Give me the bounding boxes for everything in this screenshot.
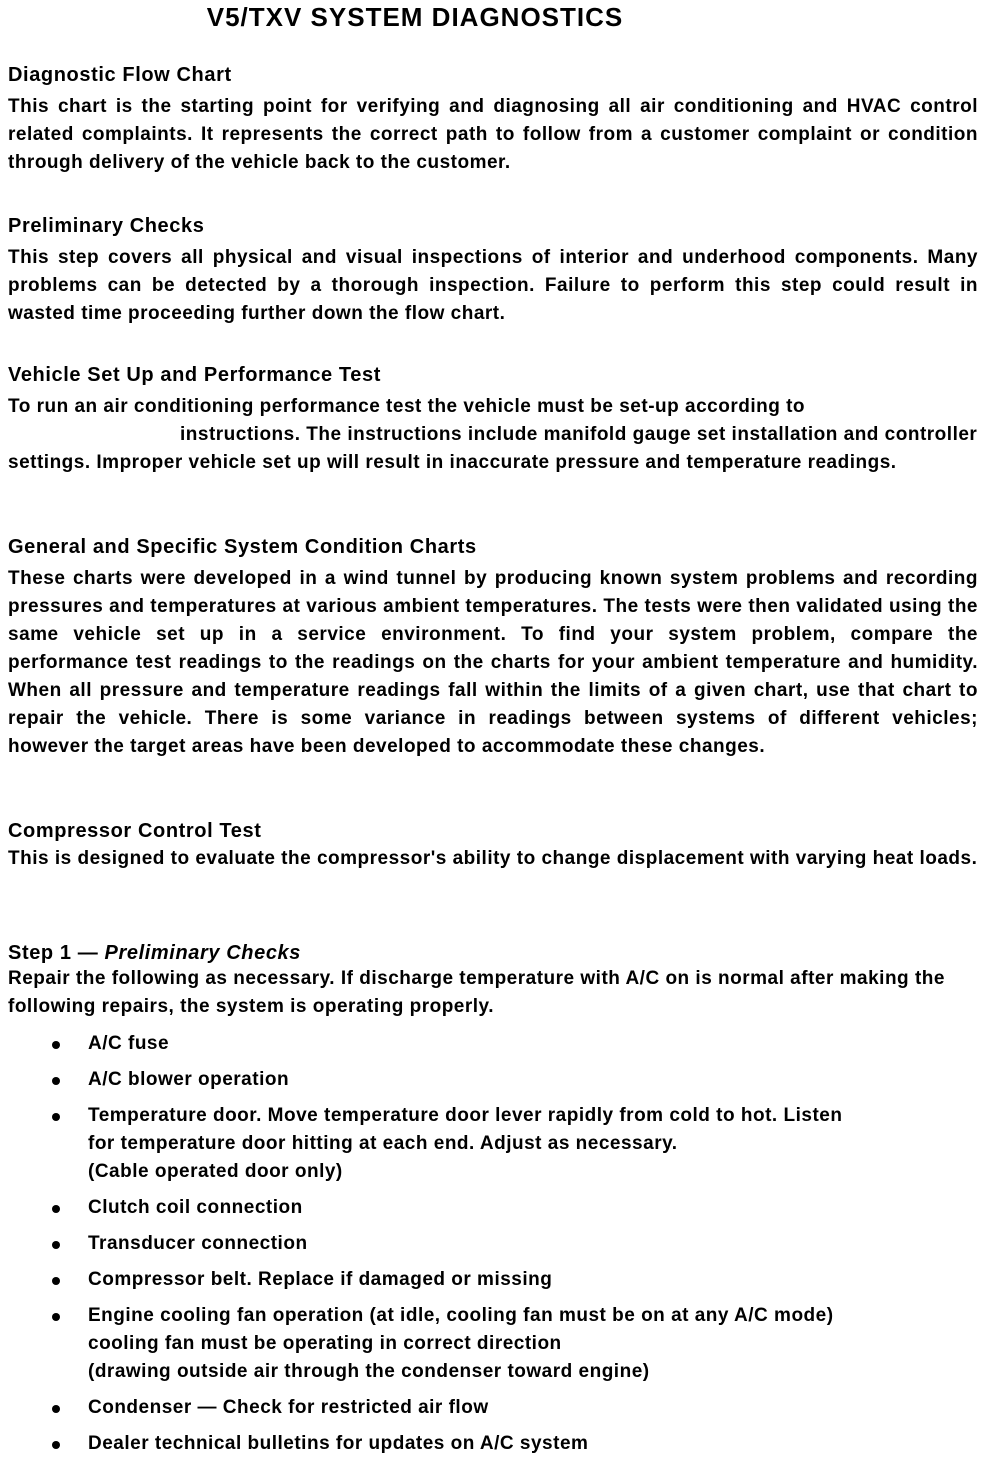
list-item xyxy=(52,1266,982,1294)
step-label-italic: Preliminary Checks xyxy=(104,942,302,964)
list-item-text: (drawing outside air through the condenser toward engine) xyxy=(88,1361,650,1382)
section-condition-charts xyxy=(8,536,978,761)
list-item xyxy=(52,1230,982,1258)
list-item-text: Temperature door. Move temperature door lever rapidly from cold to hot. Listen xyxy=(88,1105,843,1126)
section-vehicle-setup xyxy=(8,364,978,477)
bullet-icon xyxy=(52,1041,60,1049)
list-item xyxy=(52,1394,982,1422)
bullet-icon xyxy=(52,1241,60,1249)
list-item-text: Engine cooling fan operation (at idle, cooling fan must be on at any A/C mode) xyxy=(88,1305,834,1326)
list-item xyxy=(52,1194,982,1222)
section-body: This chart is the starting point for verifying and diagnosing all air conditioning and HVAC control related complaints. It represents the correct path to follow from a customer complaint or condition through delivery of the vehicle back to the customer. xyxy=(8,96,978,173)
list-item xyxy=(52,1102,982,1186)
step-body: Repair the following as necessary. If discharge temperature with A/C on is normal after making the following repairs, the system is operating properly. xyxy=(8,968,945,1017)
section-heading: General and Specific System Condition Charts xyxy=(8,536,477,558)
step-label: Step 1 — xyxy=(8,942,105,964)
list-item-text: Condenser — Check for restricted air flow xyxy=(88,1397,489,1418)
section-body-rest: instructions. The instructions include manifold gauge set installation and controller settings. Improper vehicle set up will result in inaccurate pressure and temperature readings. xyxy=(8,424,978,473)
list-item-text: for temperature door hitting at each end. Adjust as necessary. xyxy=(88,1133,678,1154)
list-item-text: A/C blower operation xyxy=(88,1069,290,1090)
list-item-text: Clutch coil connection xyxy=(88,1197,303,1218)
list-item-text: Dealer technical bulletins for updates on A/C system xyxy=(88,1433,589,1454)
section-heading: Diagnostic Flow Chart xyxy=(8,64,232,86)
section-heading: Vehicle Set Up and Performance Test xyxy=(8,364,381,386)
list-item-text: (Cable operated door only) xyxy=(88,1161,343,1182)
step-heading xyxy=(8,942,978,965)
section-preliminary-checks xyxy=(8,215,978,328)
list-item xyxy=(52,1430,982,1458)
section-compressor-control-test xyxy=(8,820,978,873)
section-heading: Compressor Control Test xyxy=(8,820,262,842)
bullet-icon xyxy=(52,1313,60,1321)
section-body-first: To run an air conditioning performance test the vehicle must be set-up according to xyxy=(8,396,806,417)
list-item-text: Transducer connection xyxy=(88,1233,308,1254)
page-title: V5/TXV SYSTEM DIAGNOSTICS xyxy=(206,2,624,32)
section-body: These charts were developed in a wind tunnel by producing known system problems and recording pressures and temperatures at various ambient temperatures. The tests were then validated using the same vehicle set up in a service environment. To find your system problem, compare the performance test readings to the readings on the charts for your ambient temperature and humidity. When all pressure and temperature readings fall within the limits of a given chart, use that chart to repair the vehicle. There is some variance in readings between systems of different vehicles; however the target areas have been developed to accommodate these changes. xyxy=(8,568,978,757)
bullet-icon xyxy=(52,1277,60,1285)
list-item-text: cooling fan must be operating in correct direction xyxy=(88,1333,562,1354)
section-body: This is designed to evaluate the compressor's ability to change displacement with varying heat loads. xyxy=(8,848,978,869)
bullet-icon xyxy=(52,1113,60,1121)
step-1 xyxy=(8,942,978,1021)
list-item xyxy=(52,1066,982,1094)
section-heading: Preliminary Checks xyxy=(8,215,205,237)
list-item xyxy=(52,1030,982,1058)
list-item-text: Compressor belt. Replace if damaged or missing xyxy=(88,1269,553,1290)
section-diagnostic-flow-chart xyxy=(8,64,978,177)
bullet-icon xyxy=(52,1205,60,1213)
section-body: This step covers all physical and visual inspections of interior and underhood components. Many problems can be detected by a thorough inspection. Failure to perform this step could result in wasted time proceeding further down the flow chart. xyxy=(8,247,978,324)
list-item-text: A/C fuse xyxy=(88,1033,170,1054)
section-body xyxy=(8,393,978,477)
list-item xyxy=(52,1302,982,1386)
bullet-icon xyxy=(52,1405,60,1413)
bullet-icon xyxy=(52,1441,60,1449)
preliminary-checks-list xyxy=(52,1030,982,1466)
bullet-icon xyxy=(52,1077,60,1085)
